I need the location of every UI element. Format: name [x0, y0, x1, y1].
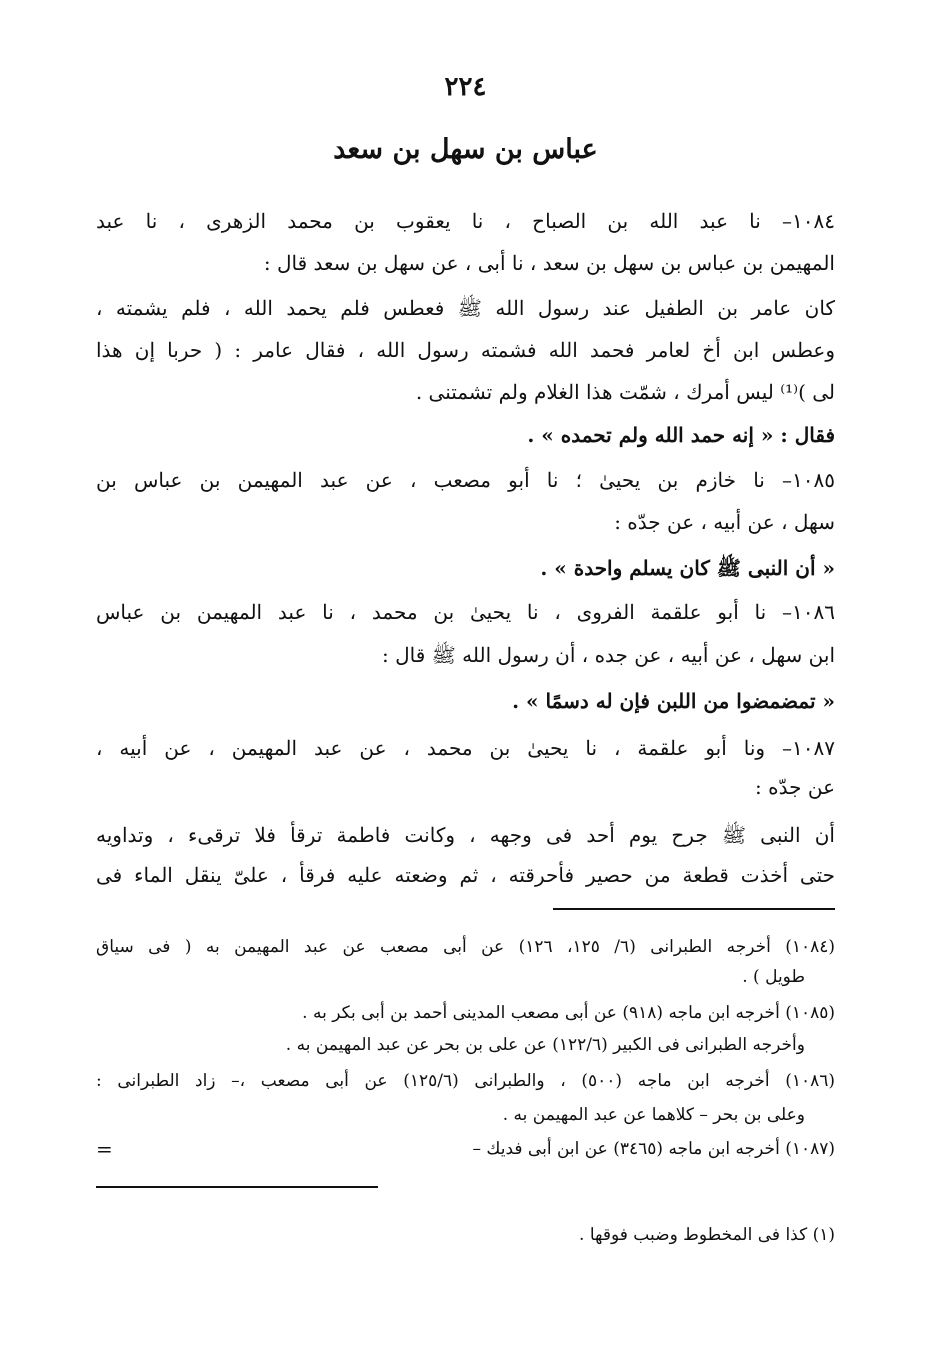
- hadith-1087-line-3: أن النبى ﷺ جرح يوم أحد فى وجهه ، وكانت فاطمة ترقأ فلا ترقىء ، وتداويه: [96, 823, 835, 847]
- footnote-1087-line-1: (١٠٨٧) أخرجه ابن ماجه (٣٤٦٥) عن ابن أبى فديك –: [472, 1139, 835, 1159]
- hadith-1086-saying: « تمضمضوا من اللبن فإن له دسمًا » .: [512, 689, 835, 713]
- footnote-1085-line-2: وأخرجه الطبرانى فى الكبير (١٢٢/٦) عن على بن بحر عن عبد المهيمن به .: [285, 1035, 805, 1055]
- document-page: [96, 0, 835, 1353]
- hadith-1085-saying: « أن النبى ﷺ كان يسلم واحدة » .: [540, 556, 835, 580]
- hadith-1085-line-1: ١٠٨٥– نا خازم بن يحيىٰ ؛ نا أبو مصعب ، عن عبد المهيمن بن عباس بن: [96, 468, 835, 492]
- hadith-1086-line-2: ابن سهل ، عن أبيه ، عن جده ، أن رسول الله ﷺ قال :: [382, 643, 835, 667]
- footnote-1085-line-1: (١٠٨٥) أخرجه ابن ماجه (٩١٨) عن أبى مصعب المدينى أحمد بن أبى بكر به .: [302, 1003, 835, 1023]
- hadith-1087-line-2: عن جدّه :: [755, 775, 835, 799]
- hadith-1087-line-4: حتى أخذت قطعة من حصير فأحرقته ، ثم وضعته عليه فرقأ ، علىّ ينقل الماء فى: [96, 863, 835, 887]
- page-number: ٢٢٤: [444, 72, 487, 102]
- hadith-1085-line-2: سهل ، عن أبيه ، عن جدّه :: [614, 510, 835, 534]
- hadith-1084-line-2: المهيمن بن عباس بن سهل بن سعد ، نا أبى ، عن سهل بن سعد قال :: [263, 251, 835, 275]
- footnote-1084-line-2: طويل ) .: [742, 967, 805, 987]
- hadith-1084-line-4: وعطس ابن أخ لعامر فحمد الله فشمته رسول الله ، فقال عامر : ( حربا إن هذا: [96, 338, 835, 362]
- footnote-separator: [553, 908, 835, 910]
- hadith-1084-saying: فقال : « إنه حمد الله ولم تحمده » .: [527, 423, 835, 447]
- footnote-1086-line-1: (١٠٨٦) أخرجه ابن ماجه (٥٠٠) ، والطبرانى (١٢٥/٦) عن أبى مصعب ،– زاد الطبرانى :: [96, 1071, 836, 1091]
- footnote-1084-line-1: (١٠٨٤) أخرجه الطبرانى (٦/ ١٢٥، ١٢٦) عن أبى مصعب عن عبد المهيمن به ( فى سياق: [96, 937, 836, 957]
- footnote-1086-line-2: وعلى بن بحر – كلاهما عن عبد المهيمن به .: [502, 1105, 805, 1125]
- hadith-1084-line-1: ١٠٨٤– نا عبد الله بن الصباح ، نا يعقوب بن محمد الزهرى ، نا عبد: [96, 209, 835, 233]
- hadith-1086-line-1: ١٠٨٦– نا أبو علقمة الفروى ، نا يحيىٰ بن محمد ، نا عبد المهيمن بن عباس: [96, 600, 835, 624]
- margin-note: (١) كذا فى المخطوط وضبب فوقها .: [579, 1225, 835, 1245]
- hadith-1084-line-5: لى )⁽¹⁾ ليس أمرك ، شمّت هذا الغلام ولم تشمتنى .: [415, 380, 835, 404]
- continuation-mark: =: [96, 1137, 113, 1161]
- hadith-1087-line-1: ١٠٨٧– ونا أبو علقمة ، نا يحيىٰ بن محمد ، عن عبد المهيمن ، عن أبيه ،: [96, 736, 835, 760]
- margin-note-separator: [96, 1186, 378, 1188]
- chapter-title: عباس بن سهل بن سعد: [333, 134, 598, 165]
- hadith-1084-line-3: كان عامر بن الطفيل عند رسول الله ﷺ فعطس فلم يحمد الله ، فلم يشمته ،: [96, 296, 835, 320]
